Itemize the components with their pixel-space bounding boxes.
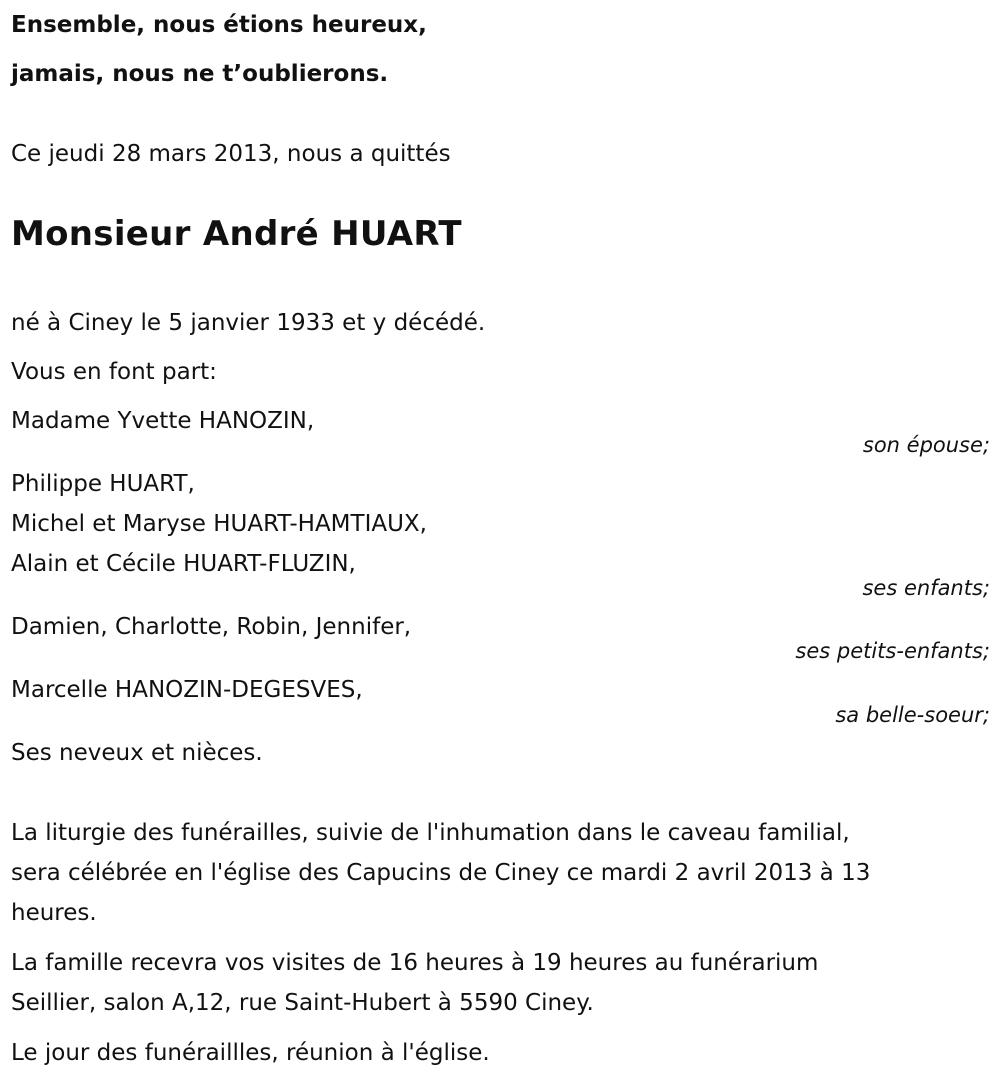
spouse-role: son épouse; [862,433,990,457]
grandchildren-role: ses petits-enfants; [795,639,990,663]
birth-info: né à Ciney le 5 janvier 1933 et y décédé. [11,310,486,336]
poem-line-1: Ensemble, nous étions heureux, [11,12,427,38]
spouse-name: Madame Yvette HANOZIN, [11,408,315,434]
child-name: Alain et Cécile HUART-FLUZIN, [11,551,356,577]
liturgy-line-3: heures. [11,900,97,926]
child-name: Philippe HUART, [11,471,195,497]
meeting-text: Le jour des funéraillles, réunion à l'église. [11,1040,490,1066]
liturgy-line-1: La liturgie des funérailles, suivie de l'inhumation dans le caveau familial, [11,820,850,846]
announcement-text: Ce jeudi 28 mars 2013, nous a quittés [11,141,451,167]
visits-line-1: La famille recevra vos visites de 16 heures à 19 heures au funérarium [11,950,819,976]
deceased-name: Monsieur André HUART [11,214,462,254]
children-role: ses enfants; [862,576,990,600]
nephews-text: Ses neveux et nièces. [11,740,263,766]
grandchildren-names: Damien, Charlotte, Robin, Jennifer, [11,614,412,640]
child-name: Michel et Maryse HUART-HAMTIAUX, [11,511,427,537]
visits-line-2: Seillier, salon A,12, rue Saint-Hubert à 5590 Ciney. [11,990,594,1016]
liturgy-line-2: sera célébrée en l'église des Capucins de Ciney ce mardi 2 avril 2013 à 13 [11,860,871,886]
sister-in-law-role: sa belle-soeur; [835,703,990,727]
intro-text: Vous en font part: [11,359,217,385]
poem-line-2: jamais, nous ne t’oublierons. [11,61,389,87]
sister-in-law-name: Marcelle HANOZIN-DEGESVES, [11,677,363,703]
